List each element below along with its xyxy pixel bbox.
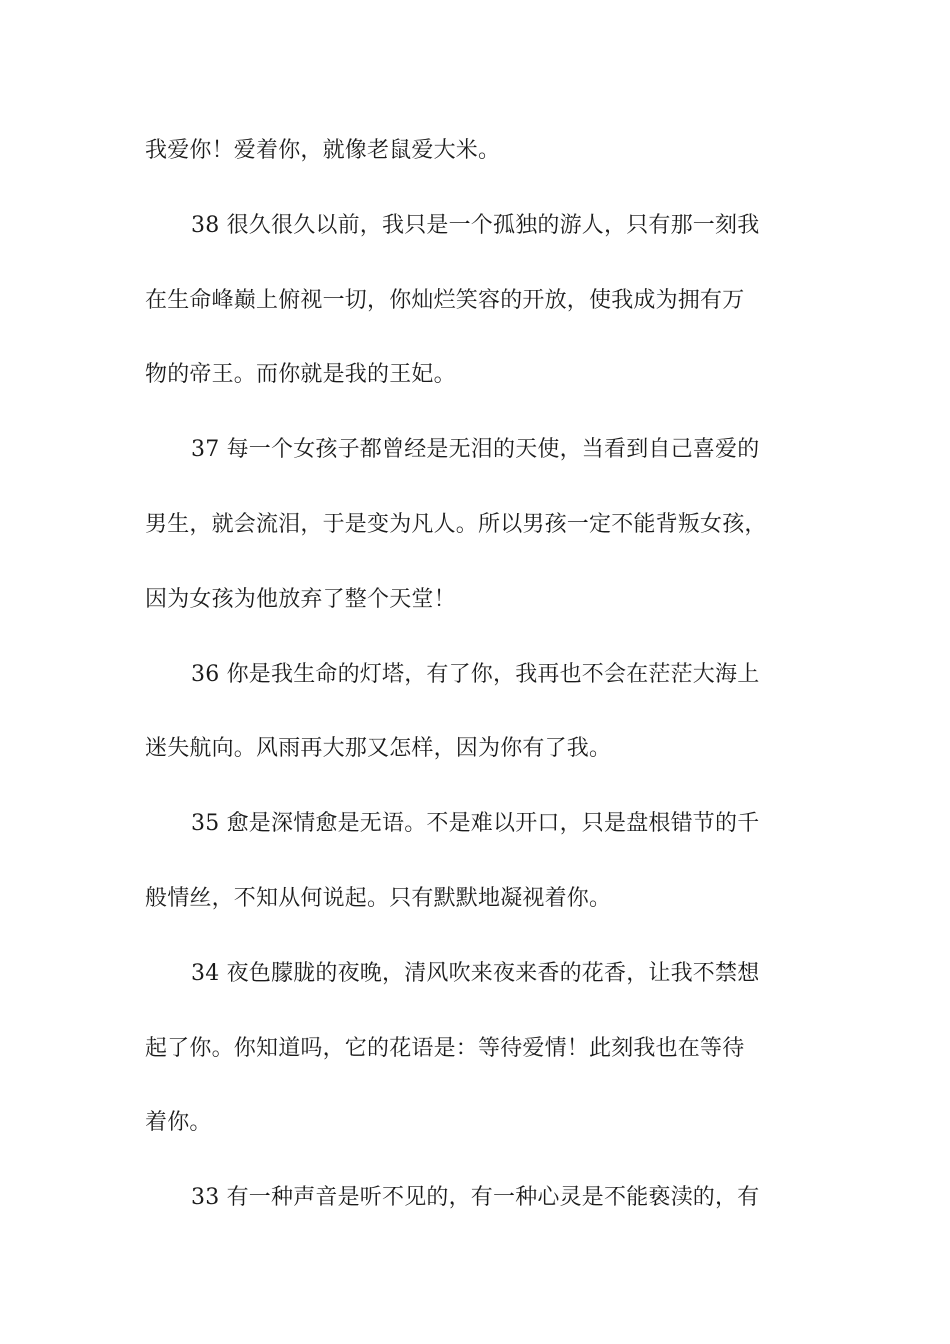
- paragraph-34-line-2: 起了你。你知道吗，它的花语是：等待爱情！此刻我也在等待: [145, 1035, 745, 1061]
- paragraph-35-line-1: 35 愈是深情愈是无语。不是难以开口，只是盘根错节的千: [191, 811, 760, 837]
- body-text: [145, 129, 825, 1251]
- paragraph-38-line-1: 38 很久很久以前，我只是一个孤独的游人，只有那一刻我: [191, 212, 760, 238]
- paragraph-38-line-2: 在生命峰巅上俯视一切，你灿烂笑容的开放，使我成为拥有万: [145, 287, 745, 313]
- paragraph-33-line-1: 33 有一种声音是听不见的，有一种心灵是不能亵渎的，有: [191, 1185, 760, 1211]
- paragraph-38-line-3: 物的帝王。而你就是我的王妃。: [145, 362, 456, 388]
- paragraph-34-line-1: 34 夜色朦胧的夜晚，清风吹来夜来香的花香，让我不禁想: [191, 960, 760, 986]
- paragraph-35-line-2: 般情丝，不知从何说起。只有默默地凝视着你。: [145, 885, 612, 911]
- paragraph-37-line-3: 因为女孩为他放弃了整个天堂！: [145, 586, 456, 612]
- paragraph-34-line-3: 着你。: [145, 1110, 212, 1136]
- paragraph-36-line-2: 迷失航向。风雨再大那又怎样，因为你有了我。: [145, 736, 612, 762]
- paragraph-37-line-1: 37 每一个女孩子都曾经是无泪的天使，当看到自己喜爱的: [191, 437, 760, 463]
- paragraph-37-line-2: 男生，就会流泪，于是变为凡人。所以男孩一定不能背叛女孩，: [145, 511, 767, 537]
- text-line: 我爱你！爱着你，就像老鼠爱大米。: [145, 138, 501, 163]
- paragraph-36-line-1: 36 你是我生命的灯塔，有了你，我再也不会在茫茫大海上: [191, 661, 760, 687]
